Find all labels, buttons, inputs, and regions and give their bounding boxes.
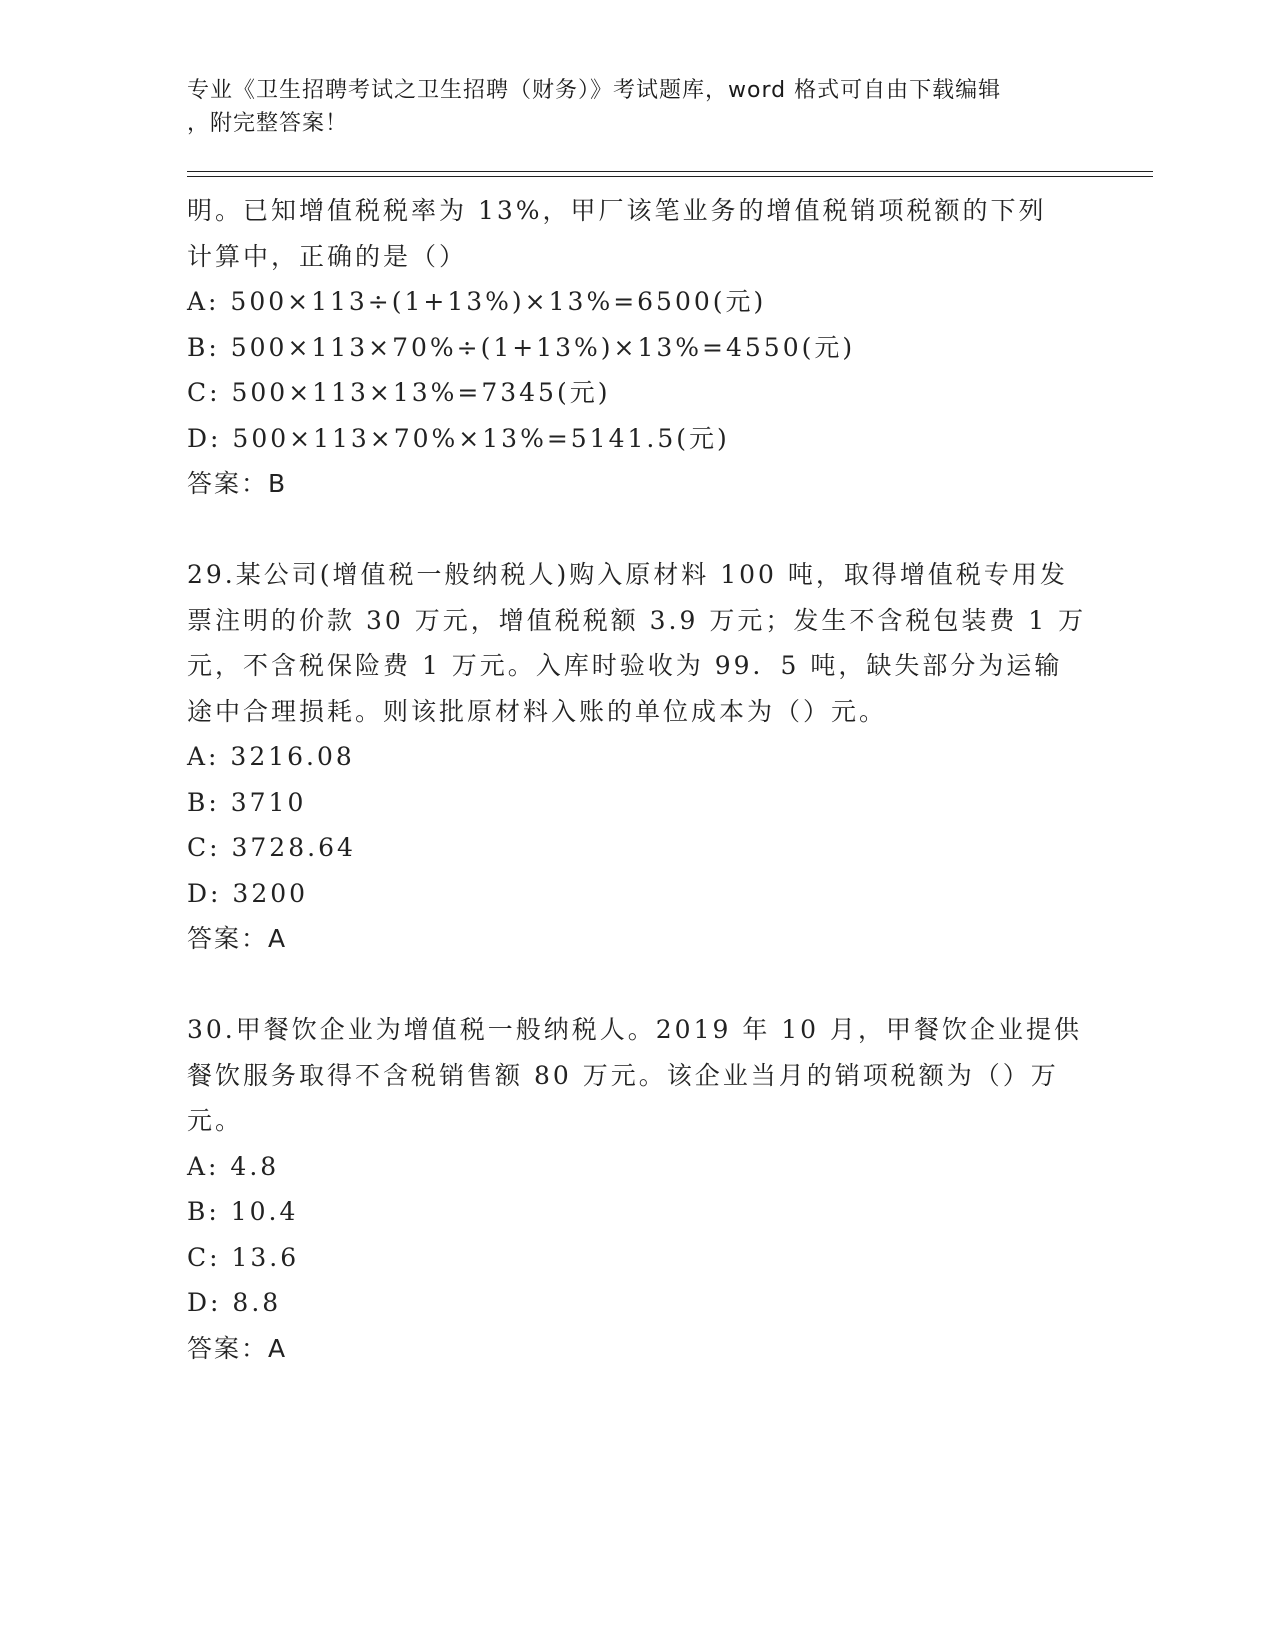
header-line-1: 专业《卫生招聘考试之卫生招聘（财务）》考试题库，word 格式可自由下载编辑	[187, 78, 1002, 103]
answer-label: 答案：A	[187, 924, 288, 953]
option-a: A: 4.8	[187, 1151, 280, 1181]
question-stem-line: 票注明的价款 30 万元，增值税税额 3.9 万元；发生不含税包装费 1 万	[187, 605, 1087, 635]
header-rule-top	[187, 171, 1153, 172]
option-b: B: 3710	[187, 787, 307, 817]
option-a: A: 3216.08	[187, 742, 355, 771]
question-stem-line: 元，不含税保险费 1 万元。入库时验收为 99．5 吨，缺失部分为运输	[187, 651, 1063, 680]
option-c: C: 3728.64	[187, 833, 356, 862]
question-content	[187, 188, 1087, 1371]
answer-label: 答案：B	[187, 469, 288, 498]
option-c: C: 500×113×13%=7345(元)	[187, 378, 611, 407]
question-29	[187, 552, 1087, 962]
spacer	[187, 507, 1067, 553]
answer-label: 答案：A	[187, 1333, 288, 1363]
question-30	[187, 1007, 1083, 1371]
spacer	[187, 962, 1067, 1008]
question-stem-line: 30.甲餐饮企业为增值税一般纳税人。2019 年 10 月，甲餐饮企业提供	[187, 1015, 1083, 1044]
question-stem-line: 途中合理损耗。则该批原材料入账的单位成本为（）元。	[187, 696, 888, 726]
option-b: B: 10.4	[187, 1197, 299, 1226]
header-rule-bottom	[187, 176, 1153, 177]
option-a: A: 500×113÷(1+13%)×13%=6500(元)	[187, 287, 767, 316]
question-stem-line: 计算中，正确的是（）	[187, 241, 468, 271]
question-28	[187, 188, 1067, 507]
header-line-2: ，附完整答案！	[187, 111, 349, 136]
option-d: D: 8.8	[187, 1288, 282, 1317]
question-stem-line: 餐饮服务取得不含税销售额 80 万元。该企业当月的销项税额为（）万	[187, 1060, 1059, 1090]
option-d: D: 500×113×70%×13%=5141.5(元)	[187, 423, 730, 453]
question-stem-line: 29.某公司(增值税一般纳税人)购入原材料 100 吨，取得增值税专用发	[187, 560, 1068, 589]
question-stem-line: 明。已知增值税税率为 13%，甲厂该笔业务的增值税销项税额的下列	[187, 196, 1047, 225]
option-b: B: 500×113×70%÷(1+13%)×13%=4550(元)	[187, 332, 856, 362]
option-d: D: 3200	[187, 878, 309, 908]
option-c: C: 13.6	[187, 1242, 300, 1272]
question-stem-line: 元。	[187, 1106, 244, 1135]
document-header	[187, 74, 1067, 140]
